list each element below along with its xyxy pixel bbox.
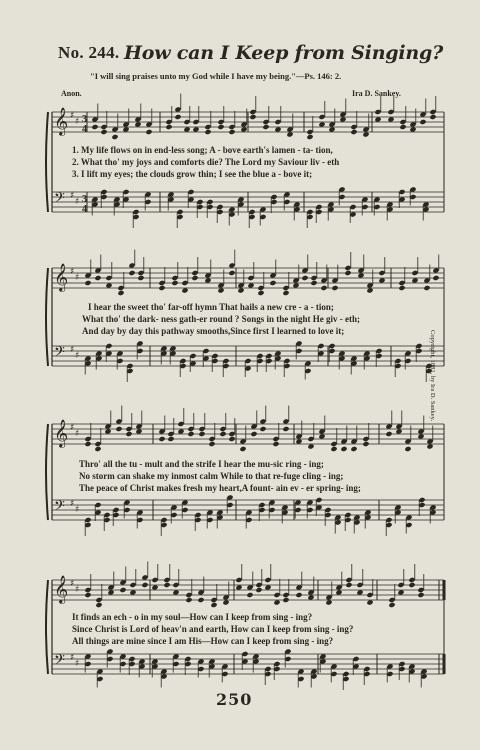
note-head — [228, 270, 235, 276]
note-head — [163, 582, 170, 588]
scripture-epigraph: "I will sing praises unto my God while I have my being."—Ps. 146: 2. — [90, 71, 342, 81]
sharp-icon: ♯ — [75, 351, 80, 361]
copyright-notice: Copyright, 1881, by Ira D. Sankey. — [429, 330, 436, 422]
note-head — [272, 441, 279, 447]
hymn-number: No. 244. — [58, 43, 120, 62]
note-head — [362, 441, 369, 447]
note-head — [117, 290, 124, 296]
note-head — [250, 431, 257, 437]
bass-clef-icon: 𝄢 — [54, 344, 65, 364]
sharp-icon: ♯ — [70, 423, 75, 433]
note-head — [84, 441, 91, 447]
system-brace — [46, 424, 48, 520]
lyric-line: What tho' the dark- ness gath-er round ? Songs in the night He giv - eth; — [82, 314, 360, 324]
note-head — [282, 597, 289, 603]
sharp-icon: ♯ — [70, 191, 75, 201]
note-head — [228, 436, 235, 442]
sharp-icon: ♯ — [75, 197, 80, 207]
note-head — [228, 129, 235, 135]
lyric-line: 1. My life flows on in end-less song; A - bove earth's lamen - ta- tion, — [72, 145, 333, 155]
bass-clef-icon: 𝄢 — [54, 190, 65, 210]
note-head — [331, 285, 338, 291]
time-signature: 4 — [82, 204, 87, 215]
note-head — [119, 587, 126, 593]
system-brace — [46, 268, 48, 366]
note-head — [115, 426, 122, 432]
note-head — [125, 431, 132, 437]
note-head — [417, 592, 424, 598]
note-head — [432, 275, 439, 281]
note-head — [350, 446, 357, 452]
note-head — [219, 431, 226, 437]
bass-clef-icon: 𝄢 — [54, 498, 65, 518]
note-head — [310, 280, 317, 286]
note-head — [340, 446, 347, 452]
note-head — [385, 431, 392, 437]
note-head — [404, 446, 411, 452]
note-head — [320, 285, 327, 291]
lyric-line: The peace of Christ makes fresh my heart,A fount- ain ev - er spring- ing; — [79, 483, 361, 493]
note-head — [111, 134, 118, 140]
note-head — [145, 129, 152, 135]
note-head — [246, 592, 253, 598]
note-head — [210, 602, 217, 608]
note-head — [198, 431, 205, 437]
system-brace — [46, 112, 48, 212]
lyric-line: All things are mine since I am His—How can I keep from sing - ing? — [72, 636, 334, 646]
note-head — [269, 280, 276, 286]
note-head — [330, 446, 337, 452]
note-head — [344, 270, 351, 276]
note-head — [100, 129, 107, 135]
sharp-icon: ♯ — [75, 505, 80, 515]
note-head — [259, 426, 266, 432]
note-head — [94, 275, 101, 281]
time-signature: 4 — [82, 124, 87, 135]
music-composer: Ira D. Sankey. — [352, 89, 401, 98]
note-head — [239, 446, 246, 452]
treble-clef-icon: 𝄞 — [54, 575, 69, 603]
treble-clef-icon: 𝄞 — [54, 107, 69, 135]
lyric-line: 2. What tho' my joys and comforts die? The Lord my Saviour liv - eth — [72, 157, 340, 167]
note-head — [204, 129, 211, 135]
sharp-icon: ♯ — [75, 117, 80, 127]
note-head — [141, 582, 148, 588]
note-head — [301, 275, 308, 281]
note-head — [167, 436, 174, 442]
note-head — [197, 597, 204, 603]
note-head — [217, 124, 224, 130]
note-head — [429, 114, 436, 120]
sharp-icon: ♯ — [75, 429, 80, 439]
note-head — [94, 446, 101, 452]
lyric-line: I hear the sweet tho' far-off hymn That hails a new cre - a - tion; — [88, 302, 334, 312]
note-head — [185, 597, 192, 603]
bass-clef-icon: 𝄢 — [54, 652, 65, 672]
sharp-icon: ♯ — [75, 659, 80, 669]
note-head — [295, 592, 302, 598]
note-head — [282, 290, 289, 296]
note-head — [255, 587, 262, 593]
treble-clef-icon: 𝄞 — [54, 419, 69, 447]
time-signature: 3 — [82, 194, 87, 205]
note-head — [91, 124, 98, 130]
lyric-line: 3. I lift my eyes; the clouds grow thin; I see the blue a - bove it; — [72, 169, 313, 179]
lyric-line: And day by day this pathway smooths,Since first I learned to love it; — [82, 326, 345, 336]
note-head — [158, 285, 165, 291]
sharp-icon: ♯ — [70, 579, 75, 589]
words-author: Anon. — [61, 89, 82, 98]
note-head — [257, 290, 264, 296]
note-head — [345, 582, 352, 588]
note-head — [187, 431, 194, 437]
sharp-icon: ♯ — [70, 345, 75, 355]
note-head — [171, 280, 178, 286]
note-head — [95, 602, 102, 608]
note-head — [249, 114, 256, 120]
note-head — [262, 124, 269, 130]
note-head — [423, 285, 430, 291]
note-head — [398, 285, 405, 291]
hymn-title: How can I Keep from Singing? — [124, 42, 444, 64]
note-head — [419, 119, 426, 125]
sharp-icon: ♯ — [75, 585, 80, 595]
note-head — [388, 602, 395, 608]
note-head — [282, 426, 289, 432]
lyric-line: It finds an ech - o in my soul—How can I keep from sing - ing? — [72, 612, 313, 622]
lyric-line: Thro' all the tu - mult and the strife I hear the mu-sic ring - ing; — [79, 459, 324, 469]
lyric-line: Since Christ is Lord of heav'n and earth, How can I keep from sing - ing? — [72, 624, 354, 634]
sharp-icon: ♯ — [70, 267, 75, 277]
lyric-line: No storm can shake my inmost calm While to that re-fuge cling - ing; — [79, 471, 344, 481]
sharp-icon: ♯ — [70, 499, 75, 509]
note-head — [165, 124, 172, 130]
note-head — [158, 436, 165, 442]
note-head — [84, 280, 91, 286]
system-brace — [46, 580, 48, 674]
sharp-icon: ♯ — [70, 653, 75, 663]
note-head — [174, 114, 181, 120]
note-head — [128, 270, 135, 276]
note-head — [191, 275, 198, 281]
note-head — [137, 275, 144, 281]
note-head — [306, 134, 313, 140]
sharp-icon: ♯ — [70, 111, 75, 121]
note-head — [350, 129, 357, 135]
time-signature: 3 — [82, 114, 87, 125]
sharp-icon: ♯ — [75, 273, 80, 283]
note-head — [408, 582, 415, 588]
note-head — [208, 441, 215, 447]
treble-clef-icon: 𝄞 — [54, 263, 69, 291]
page-number: 250 — [216, 690, 253, 709]
note-head — [399, 124, 406, 130]
note-head — [84, 592, 91, 598]
